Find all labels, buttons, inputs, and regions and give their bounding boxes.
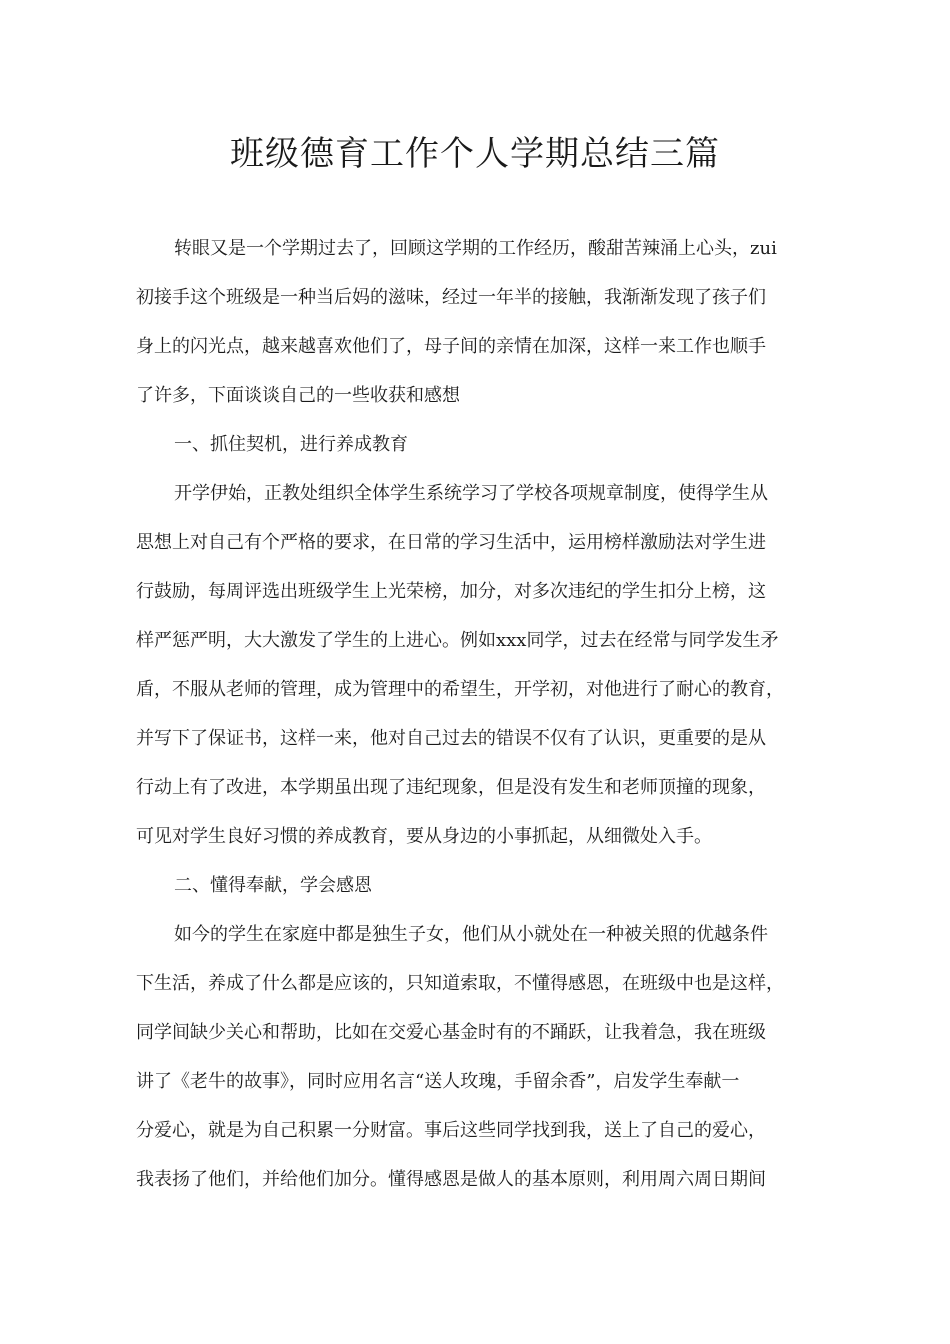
paragraph-line: 行动上有了改进，本学期虽出现了违纪现象，但是没有发生和老师顶撞的现象， <box>136 777 766 798</box>
paragraph-line: 了许多，下面谈谈自己的一些收获和感想 <box>136 385 460 406</box>
paragraph-line: 身上的闪光点，越来越喜欢他们了，母子间的亲情在加深，这样一来工作也顺手 <box>136 336 766 357</box>
paragraph-line: 同学间缺少关心和帮助，比如在交爱心基金时有的不踊跃，让我着急，我在班级 <box>136 1022 766 1043</box>
paragraph-line: 思想上对自己有个严格的要求，在日常的学习生活中，运用榜样激励法对学生进 <box>136 532 766 553</box>
section-heading: 一、抓住契机，进行养成教育 <box>174 434 408 455</box>
paragraph-line: 可见对学生良好习惯的养成教育，要从身边的小事抓起，从细微处入手。 <box>136 826 712 847</box>
paragraph-line: 我表扬了他们，并给他们加分。懂得感恩是做人的基本原则，利用周六周日期间 <box>136 1169 766 1190</box>
paragraph-line: 下生活，养成了什么都是应该的，只知道索取，不懂得感恩，在班级中也是这样， <box>136 973 784 994</box>
paragraph-line: 盾，不服从老师的管理，成为管理中的希望生，开学初，对他进行了耐心的教育， <box>136 679 784 700</box>
paragraph-line: 转眼又是一个学期过去了，回顾这学期的工作经历，酸甜苦辣涌上心头，zui <box>174 238 777 259</box>
document-title: 班级德育工作个人学期总结三篇 <box>230 134 720 174</box>
section-heading: 二、懂得奉献，学会感恩 <box>174 875 372 896</box>
paragraph-line: 分爱心，就是为自己积累一分财富。事后这些同学找到我，送上了自己的爱心， <box>136 1120 766 1141</box>
document-body <box>136 224 836 1204</box>
paragraph-line: 讲了《老牛的故事》，同时应用名言“送人玫瑰，手留余香”，启发学生奉献一 <box>136 1071 740 1092</box>
paragraph-line: 行鼓励，每周评选出班级学生上光荣榜，加分，对多次违纪的学生扣分上榜，这 <box>136 581 766 602</box>
paragraph-line: 如今的学生在家庭中都是独生子女，他们从小就处在一种被关照的优越条件 <box>174 924 768 945</box>
paragraph-line: 开学伊始，正教处组织全体学生系统学习了学校各项规章制度，使得学生从 <box>174 483 768 504</box>
paragraph-line: 初接手这个班级是一种当后妈的滋味，经过一年半的接触，我渐渐发现了孩子们 <box>136 287 766 308</box>
paragraph-line: 并写下了保证书，这样一来，他对自己过去的错误不仅有了认识，更重要的是从 <box>136 728 766 749</box>
paragraph-line: 样严惩严明，大大激发了学生的上进心。例如xxx同学，过去在经常与同学发生矛 <box>136 630 779 651</box>
